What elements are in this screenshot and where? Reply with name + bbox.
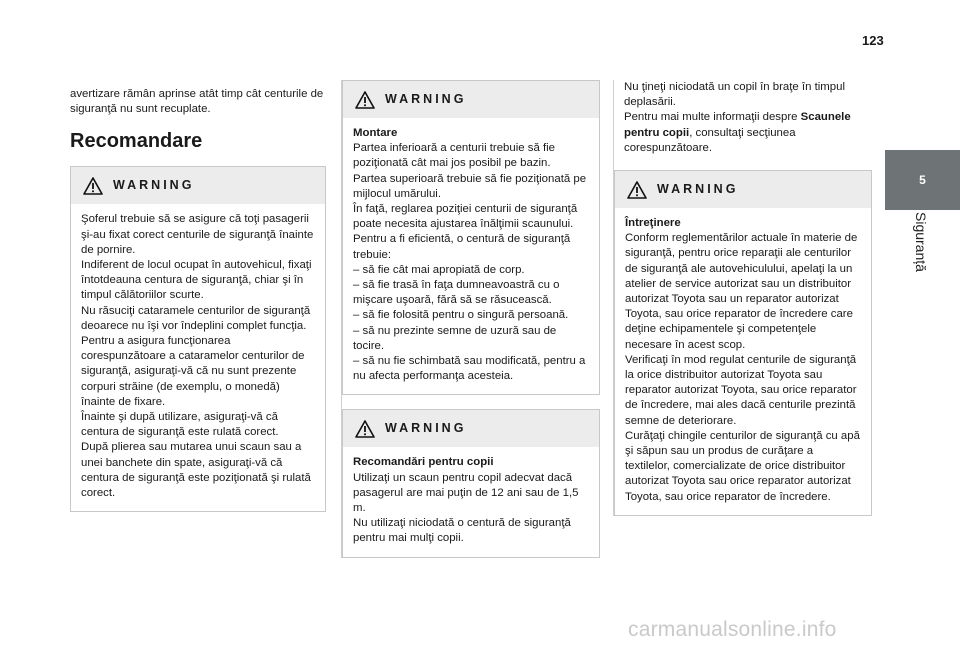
section-title: Recomandare <box>70 130 203 153</box>
warning-text: Utilizaţi un scaun pentru copil adecvat dacă pasagerul are mai puţin de 12 ani sau de 1,5 m. Nu utilizaţi niciodată o centură de siguranţă pentru mai mulţi copii. <box>353 471 579 545</box>
warning-text: Conform reglementărilor actuale în materie de siguranţă, pentru orice reparaţii ale centurilor de siguranţă ale autovehiculului, apelaţi la un atelier de service autorizat sau un distribuitor autorizat Toyota sau un reparator autorizat Toyota, sau orice reparator de încredere care deţine echipamentele şi competenţele necesare în acest scop. Verificaţi în mod regulat centurile de siguranţă la orice distribuitor autorizat Toyota sau reparator autorizat Toyota, sau orice reparator de încredere, mai ales dacă centurile prezintă semne de deteriorare. Curăţaţi chingile centurilor de siguranţă cu apă şi săpun sau un produs de curăţare a textilelor, comercializate de orice distribuitor autorizat Toyota sau orice reparator autorizat Toyota, sau orice reparator de încredere. <box>625 232 860 503</box>
warning-header <box>71 167 325 204</box>
chapter-number: 5 <box>919 173 926 187</box>
column-1 <box>70 87 326 512</box>
column-2 <box>341 80 600 558</box>
chapter-label-tab <box>885 212 960 332</box>
warning-body <box>615 208 871 515</box>
warning-heading: Montare <box>353 127 398 139</box>
warning-triangle-icon <box>83 177 103 195</box>
warning-header <box>343 81 599 118</box>
warning-header <box>615 171 871 208</box>
page-number: 123 <box>862 33 884 48</box>
warning-body <box>343 447 599 556</box>
child-seats-reference: Scaunele pentru copii <box>624 111 851 139</box>
warning-body <box>343 118 599 394</box>
note-text-after: , consultaţi secţiunea corespunzătoare. <box>624 126 796 154</box>
intro-text: avertizare rămân aprinse atât timp cât centurile de siguranţă nu sunt recuplate. <box>70 88 324 116</box>
warning-triangle-icon <box>627 181 647 199</box>
warning-header <box>343 410 599 447</box>
warning-label: WARNING <box>113 178 195 193</box>
note-text-before: Nu ţineţi niciodată un copil în braţe în timpul deplasării. Pentru mai multe informaţii despre <box>624 81 845 124</box>
warning-heading: Recomandări pentru copii <box>353 456 494 469</box>
warning-label: WARNING <box>385 421 467 436</box>
warning-box-children <box>342 409 600 557</box>
column-3 <box>613 80 872 516</box>
warning-triangle-icon <box>355 420 375 438</box>
warning-label: WARNING <box>385 91 467 106</box>
watermark: carmanualsonline.info <box>628 618 837 641</box>
warning-triangle-icon <box>355 91 375 109</box>
chapter-number-tab[interactable] <box>885 150 960 210</box>
chapter-label: Siguranță <box>913 212 929 272</box>
warning-box-maintenance <box>614 170 872 516</box>
warning-text: Partea inferioară a centurii trebuie să fie poziţionată cât mai jos posibil pe bazin. Partea superioară trebuie să fie poziţionată pe mijlocul umărului. În faţă, reglarea poziţiei centurii de siguranţă poate necesita ajustarea înălţimii scaunului. Pentru a fi eficientă, o centură de siguranţă trebuie: – să fie cât mai apropiată de corp. – să fie trasă în faţa dumneavoastră cu o mişcare uşoară, fără să se răsucească. – să fie folosită pentru o singură persoană. – să nu prezinte semne de uzură sau de tocire. – să nu fie schimbată sau modificată, pentru a nu afecta performanţa acesteia. <box>353 142 587 383</box>
warning-body <box>71 204 325 511</box>
warning-text: Şoferul trebuie să se asigure că toţi pasagerii şi-au fixat corect centurile de siguranţă înainte de pornire. Indiferent de locul ocupat în autovehicul, fixaţi întotdeauna centura de siguranţă, chiar şi în timpul călătoriilor scurte. Nu răsuciţi cataramele centurilor de siguranţă deoarece nu îşi vor îndeplini complet funcţia. Pentru a asigura funcţionarea corespunzătoare a cataramelor centurilor de siguranţă, asiguraţi-vă că nu sunt prezente corpuri străine (de exemplu, o monedă) înainte de fixare. Înainte şi după utilizare, asiguraţi-vă că centura de siguranţă este rulată corect. După plierea sau mutarea unui scaun sau a unei banchete din spate, asiguraţi-vă că centura de siguranţă este poziţionată şi rulată corect. <box>81 213 314 500</box>
warning-box-mounting <box>342 80 600 395</box>
child-holding-note <box>614 80 872 156</box>
warning-heading: Întreţinere <box>625 217 681 230</box>
warning-box-recommendation <box>70 166 326 512</box>
warning-label: WARNING <box>657 181 739 196</box>
